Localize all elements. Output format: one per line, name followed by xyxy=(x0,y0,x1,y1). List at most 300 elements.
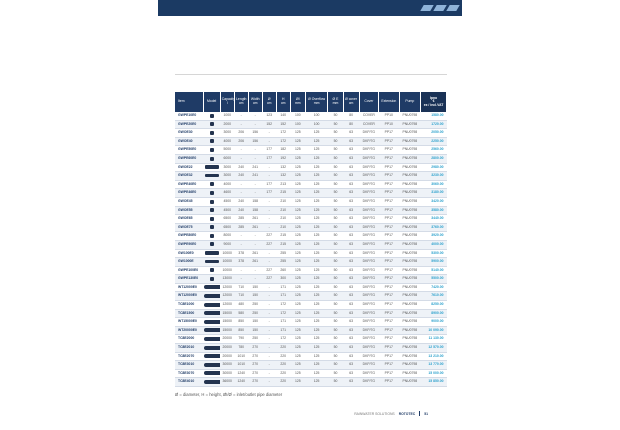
model-cell xyxy=(203,240,220,249)
cell-de: 50 xyxy=(328,301,343,310)
cell-cover: DKP/7G xyxy=(359,232,378,241)
cell-length: 1240 xyxy=(234,378,248,387)
price-cell: 8250.00 xyxy=(421,301,447,310)
cell-overflow: 125 xyxy=(305,137,328,146)
cell-di: 125 xyxy=(290,301,305,310)
table-row xyxy=(175,163,447,172)
cell-pump: PNU0798 xyxy=(399,344,421,353)
model-cell xyxy=(203,361,220,370)
price-cell: 8900.00 xyxy=(421,309,447,318)
price-cell: 2050.00 xyxy=(421,129,447,138)
cell-de: 50 xyxy=(328,335,343,344)
cell-overflow: 125 xyxy=(305,215,328,224)
cell-di: 125 xyxy=(290,335,305,344)
cell-h: 300 xyxy=(276,275,290,284)
cell-d: - xyxy=(262,378,276,387)
cell-dcover: 63 xyxy=(343,249,359,258)
cell-de: 50 xyxy=(328,146,343,155)
item-code: WT12000E0 xyxy=(175,283,203,292)
cell-d: - xyxy=(262,344,276,353)
cell-cover: DKP/7G xyxy=(359,154,378,163)
cell-d: - xyxy=(262,197,276,206)
item-code: TC8E2000 xyxy=(175,335,203,344)
cell-ext: PP17 xyxy=(379,206,399,215)
cell-h: 172 xyxy=(276,301,290,310)
price-cell: 3180.00 xyxy=(421,189,447,198)
price-cell: 4000.00 xyxy=(421,240,447,249)
item-code: GWOE75 xyxy=(175,223,203,232)
cell-width: 270 xyxy=(248,361,262,370)
tank-thumbnail-icon xyxy=(204,303,220,307)
cell-di: 125 xyxy=(290,249,305,258)
cell-d: 177 xyxy=(262,189,276,198)
cell-h: 220 xyxy=(276,378,290,387)
model-cell xyxy=(203,129,220,138)
cell-capacity: 20000 xyxy=(220,352,234,361)
column-header: Ø cm xyxy=(262,92,276,112)
cell-width: 156 xyxy=(248,129,262,138)
cell-length: 850 xyxy=(234,318,248,327)
cell-overflow: 125 xyxy=(305,180,328,189)
cell-overflow: 125 xyxy=(305,240,328,249)
model-cell xyxy=(203,318,220,327)
cell-de: 50 xyxy=(328,326,343,335)
cell-di: 125 xyxy=(290,258,305,267)
item-code: TC8E2010 xyxy=(175,344,203,353)
cell-de: 50 xyxy=(328,318,343,327)
cell-width: 261 xyxy=(248,249,262,258)
item-code: GWPE50E0 xyxy=(175,146,203,155)
cell-h: 171 xyxy=(276,326,290,335)
item-code: GWPE130E0 xyxy=(175,275,203,284)
cell-d: - xyxy=(262,326,276,335)
cell-dcover: 63 xyxy=(343,137,359,146)
table-row xyxy=(175,249,447,258)
cell-de: 50 xyxy=(328,309,343,318)
cell-dcover: 63 xyxy=(343,223,359,232)
table-row xyxy=(175,326,447,335)
cell-dcover: 63 xyxy=(343,309,359,318)
cell-pump: PNU0798 xyxy=(399,120,421,129)
column-header: Pump xyxy=(399,92,421,112)
model-cell xyxy=(203,197,220,206)
cell-dcover: 63 xyxy=(343,189,359,198)
cell-cover: DKP/7G xyxy=(359,197,378,206)
cell-d: 177 xyxy=(262,180,276,189)
cell-ext: PP17 xyxy=(379,232,399,241)
cell-d: - xyxy=(262,283,276,292)
cell-de: 50 xyxy=(328,215,343,224)
cell-capacity: 10000 xyxy=(220,266,234,275)
cell-dcover: 63 xyxy=(343,129,359,138)
tank-thumbnail-icon xyxy=(210,200,214,204)
column-header: Width cm xyxy=(248,92,262,112)
price-cell: 7420.00 xyxy=(421,283,447,292)
cell-dcover: 63 xyxy=(343,266,359,275)
table-row xyxy=(175,232,447,241)
column-header: Extension xyxy=(379,92,399,112)
cell-width: 241 xyxy=(248,163,262,172)
cell-di: 125 xyxy=(290,215,305,224)
cell-width: - xyxy=(248,120,262,129)
cell-de: 50 xyxy=(328,129,343,138)
tank-thumbnail-icon xyxy=(210,148,214,152)
cell-pump: PNU0798 xyxy=(399,137,421,146)
model-cell xyxy=(203,163,220,172)
table-header-row xyxy=(175,92,447,112)
cell-capacity: 30000 xyxy=(220,361,234,370)
cell-cover: DKP/7G xyxy=(359,275,378,284)
cell-de: 50 xyxy=(328,154,343,163)
cell-d: - xyxy=(262,301,276,310)
price-cell: 10 090.00 xyxy=(421,326,447,335)
cell-length: 850 xyxy=(234,326,248,335)
cell-ext: PP17 xyxy=(379,283,399,292)
tank-thumbnail-icon xyxy=(210,277,214,281)
table-row xyxy=(175,180,447,189)
cell-di: 125 xyxy=(290,275,305,284)
model-cell xyxy=(203,232,220,241)
cell-dcover: 63 xyxy=(343,326,359,335)
cell-d: - xyxy=(262,223,276,232)
cell-length: 378 xyxy=(234,258,248,267)
cell-cover: DKP/7G xyxy=(359,326,378,335)
cell-capacity: 20000 xyxy=(220,335,234,344)
cell-pump: PNU0798 xyxy=(399,206,421,215)
cell-de: 50 xyxy=(328,292,343,301)
cell-h: 215 xyxy=(276,240,290,249)
tank-thumbnail-icon xyxy=(210,139,214,143)
tank-thumbnail-icon xyxy=(204,294,220,298)
cell-ext: PP17 xyxy=(379,172,399,181)
cell-overflow: 125 xyxy=(305,197,328,206)
cell-di: 125 xyxy=(290,283,305,292)
cell-overflow: 125 xyxy=(305,172,328,181)
cell-de: 50 xyxy=(328,223,343,232)
cell-de: 50 xyxy=(328,120,343,129)
tank-thumbnail-icon xyxy=(210,234,214,238)
item-code: TC8E1000 xyxy=(175,301,203,310)
cell-h: 140 xyxy=(276,112,290,120)
table-row xyxy=(175,335,447,344)
cell-length: - xyxy=(234,240,248,249)
cell-overflow: 125 xyxy=(305,361,328,370)
cell-h: 210 xyxy=(276,206,290,215)
cell-cover: DKP/7G xyxy=(359,258,378,267)
cell-capacity: 3000 xyxy=(220,163,234,172)
model-cell xyxy=(203,369,220,378)
cell-dcover: 63 xyxy=(343,369,359,378)
column-header: Ø Overflow mm xyxy=(305,92,328,112)
item-code: GWPE60E0 xyxy=(175,154,203,163)
cell-length: 240 xyxy=(234,172,248,181)
cell-h: 210 xyxy=(276,215,290,224)
table-row xyxy=(175,275,447,284)
cell-pump: PNU0798 xyxy=(399,197,421,206)
item-code: GWOE45 xyxy=(175,197,203,206)
cell-de: 50 xyxy=(328,232,343,241)
model-cell xyxy=(203,146,220,155)
cell-overflow: 125 xyxy=(305,283,328,292)
cell-de: 50 xyxy=(328,206,343,215)
cell-pump: PNU0798 xyxy=(399,309,421,318)
cell-di: 125 xyxy=(290,223,305,232)
cell-h: 220 xyxy=(276,344,290,353)
price-cell: 5500.00 xyxy=(421,275,447,284)
cell-de: 50 xyxy=(328,249,343,258)
cell-overflow: 125 xyxy=(305,352,328,361)
cell-di: 125 xyxy=(290,154,305,163)
cell-de: 50 xyxy=(328,369,343,378)
cell-d: - xyxy=(262,335,276,344)
cell-ext: PP17 xyxy=(379,326,399,335)
cell-h: 255 xyxy=(276,249,290,258)
cell-capacity: 36000 xyxy=(220,378,234,387)
tank-thumbnail-icon xyxy=(204,337,220,341)
cell-d: 177 xyxy=(262,154,276,163)
cell-width: 261 xyxy=(248,223,262,232)
footer-section: RAINWATER SOLUTIONS xyxy=(354,411,395,416)
model-cell xyxy=(203,378,220,387)
cell-pump: PNU0798 xyxy=(399,180,421,189)
cell-width: 270 xyxy=(248,369,262,378)
model-cell xyxy=(203,172,220,181)
cell-dcover: 63 xyxy=(343,352,359,361)
tank-thumbnail-icon xyxy=(210,217,214,221)
cell-ext: PP17 xyxy=(379,378,399,387)
cell-length: 206 xyxy=(234,137,248,146)
cell-ext: PP17 xyxy=(379,240,399,249)
cell-width: 158 xyxy=(248,206,262,215)
cell-cover: DKP/7G xyxy=(359,137,378,146)
cell-ext: PP10 xyxy=(379,120,399,129)
cell-cover: DKP/7G xyxy=(359,206,378,215)
cell-h: 172 xyxy=(276,335,290,344)
model-cell xyxy=(203,292,220,301)
cell-pump: PNU0798 xyxy=(399,335,421,344)
cell-ext: PP17 xyxy=(379,215,399,224)
cell-pump: PNU0798 xyxy=(399,318,421,327)
cell-pump: PNU0798 xyxy=(399,301,421,310)
cell-capacity: 4600 xyxy=(220,189,234,198)
cell-cover: DKP/7G xyxy=(359,146,378,155)
cell-di: 125 xyxy=(290,206,305,215)
cell-capacity: 2000 xyxy=(220,120,234,129)
footer-separator xyxy=(419,411,420,416)
cell-d: - xyxy=(262,249,276,258)
cell-capacity: 4500 xyxy=(220,197,234,206)
tank-thumbnail-icon xyxy=(204,363,220,367)
price-cell: 13 770.00 xyxy=(421,361,447,370)
cell-overflow: 125 xyxy=(305,301,328,310)
tank-thumbnail-icon xyxy=(210,191,214,195)
cell-capacity: 4000 xyxy=(220,180,234,189)
cell-length: 1240 xyxy=(234,369,248,378)
cell-capacity: 1000 xyxy=(220,112,234,120)
cell-cover: DKP/7G xyxy=(359,301,378,310)
cell-dcover: 80 xyxy=(343,120,359,129)
cell-d: 123 xyxy=(262,112,276,120)
tank-thumbnail-icon xyxy=(204,328,220,332)
cell-h: 220 xyxy=(276,361,290,370)
cell-cover: DKP/7G xyxy=(359,189,378,198)
cell-di: 125 xyxy=(290,318,305,327)
cell-overflow: 125 xyxy=(305,206,328,215)
cell-pump: PNU0798 xyxy=(399,275,421,284)
cell-d: - xyxy=(262,206,276,215)
cell-ext: PP17 xyxy=(379,275,399,284)
cell-capacity: 15000 xyxy=(220,326,234,335)
cell-length: 240 xyxy=(234,197,248,206)
price-cell: 3420.00 xyxy=(421,197,447,206)
cell-pump: PNU0798 xyxy=(399,232,421,241)
cell-ext: PP17 xyxy=(379,266,399,275)
table-row xyxy=(175,223,447,232)
cell-capacity: 5000 xyxy=(220,146,234,155)
cell-cover: DKP/7G xyxy=(359,369,378,378)
cell-dcover: 63 xyxy=(343,154,359,163)
cell-h: 210 xyxy=(276,197,290,206)
cell-cover: DKP/7G xyxy=(359,249,378,258)
cell-cover: DKP/7G xyxy=(359,352,378,361)
model-cell xyxy=(203,137,220,146)
cell-di: 125 xyxy=(290,232,305,241)
price-cell: 15 850.00 xyxy=(421,378,447,387)
cell-capacity: 15000 xyxy=(220,309,234,318)
cell-h: 213 xyxy=(276,180,290,189)
price-cell: 5140.00 xyxy=(421,266,447,275)
cell-pump: PNU0798 xyxy=(399,129,421,138)
cell-overflow: 125 xyxy=(305,258,328,267)
cell-capacity: 9000 xyxy=(220,240,234,249)
model-cell xyxy=(203,344,220,353)
cell-ext: PP17 xyxy=(379,249,399,258)
cell-capacity: 8000 xyxy=(220,232,234,241)
cell-di: 125 xyxy=(290,180,305,189)
cell-width: 150 xyxy=(248,283,262,292)
tank-thumbnail-icon xyxy=(210,208,214,212)
cell-capacity: 6500 xyxy=(220,223,234,232)
cell-overflow: 125 xyxy=(305,129,328,138)
model-cell xyxy=(203,326,220,335)
cell-length: 1010 xyxy=(234,361,248,370)
banner-stripes-icon xyxy=(422,5,458,11)
cell-cover: DKP/7G xyxy=(359,318,378,327)
cell-pump: PNU0798 xyxy=(399,215,421,224)
cell-capacity: 12000 xyxy=(220,292,234,301)
table-row xyxy=(175,129,447,138)
cell-cover: DKP/7G xyxy=(359,240,378,249)
table-row xyxy=(175,318,447,327)
cell-ext: PP17 xyxy=(379,369,399,378)
cell-length: 710 xyxy=(234,292,248,301)
cell-dcover: 63 xyxy=(343,206,359,215)
item-code: GWPE20E0 xyxy=(175,120,203,129)
cell-width: 241 xyxy=(248,172,262,181)
table-row xyxy=(175,369,447,378)
cell-de: 50 xyxy=(328,112,343,120)
cell-de: 50 xyxy=(328,275,343,284)
cell-overflow: 125 xyxy=(305,163,328,172)
cell-dcover: 63 xyxy=(343,240,359,249)
cell-dcover: 63 xyxy=(343,361,359,370)
cell-h: 182 xyxy=(276,146,290,155)
cell-overflow: 125 xyxy=(305,189,328,198)
top-banner xyxy=(158,0,462,16)
tank-thumbnail-icon xyxy=(204,346,220,350)
item-code: TC8E1500 xyxy=(175,309,203,318)
price-cell: 12 570.00 xyxy=(421,344,447,353)
tank-thumbnail-icon xyxy=(204,285,220,289)
cell-overflow: 125 xyxy=(305,326,328,335)
cell-d: - xyxy=(262,163,276,172)
cell-length: - xyxy=(234,112,248,120)
cell-overflow: 125 xyxy=(305,154,328,163)
cell-di: 125 xyxy=(290,369,305,378)
cell-di: 125 xyxy=(290,137,305,146)
cell-length: - xyxy=(234,146,248,155)
cell-length: 378 xyxy=(234,249,248,258)
cell-pump: PNU0798 xyxy=(399,163,421,172)
tank-thumbnail-icon xyxy=(210,268,214,272)
cell-di: 125 xyxy=(290,292,305,301)
cell-de: 50 xyxy=(328,163,343,172)
cell-width: - xyxy=(248,112,262,120)
item-code: GWPE90E0 xyxy=(175,240,203,249)
cell-width: 270 xyxy=(248,352,262,361)
tank-thumbnail-icon xyxy=(205,165,219,169)
tank-thumbnail-icon xyxy=(204,311,220,315)
cell-d: - xyxy=(262,361,276,370)
cell-pump: PNU0798 xyxy=(399,146,421,155)
cell-cover: DKP/7G xyxy=(359,180,378,189)
cell-h: 215 xyxy=(276,232,290,241)
cell-di: 125 xyxy=(290,129,305,138)
table-row xyxy=(175,206,447,215)
cell-h: 220 xyxy=(276,369,290,378)
cell-pump: PNU0798 xyxy=(399,326,421,335)
model-cell xyxy=(203,258,220,267)
model-cell xyxy=(203,223,220,232)
table-row xyxy=(175,197,447,206)
cell-d: 227 xyxy=(262,275,276,284)
cell-pump: PNU0798 xyxy=(399,352,421,361)
cell-di: 125 xyxy=(290,146,305,155)
model-cell xyxy=(203,180,220,189)
cell-pump: PNU0798 xyxy=(399,266,421,275)
cell-cover: DKP/7G xyxy=(359,129,378,138)
item-code: GWPE40E0 xyxy=(175,180,203,189)
cell-capacity: 6500 xyxy=(220,215,234,224)
cell-de: 50 xyxy=(328,258,343,267)
cell-length: 480 xyxy=(234,301,248,310)
price-cell: 3580.00 xyxy=(421,206,447,215)
cell-width: 150 xyxy=(248,292,262,301)
cell-di: 125 xyxy=(290,352,305,361)
cell-width: - xyxy=(248,146,262,155)
cell-ext: PP17 xyxy=(379,301,399,310)
model-cell xyxy=(203,275,220,284)
model-cell xyxy=(203,215,220,224)
cell-length: 710 xyxy=(234,283,248,292)
cell-de: 50 xyxy=(328,266,343,275)
item-code: GWOE40 xyxy=(175,137,203,146)
cell-capacity: 12000 xyxy=(220,301,234,310)
model-cell xyxy=(203,283,220,292)
cell-width: 150 xyxy=(248,326,262,335)
table-row xyxy=(175,309,447,318)
cell-dcover: 63 xyxy=(343,275,359,284)
